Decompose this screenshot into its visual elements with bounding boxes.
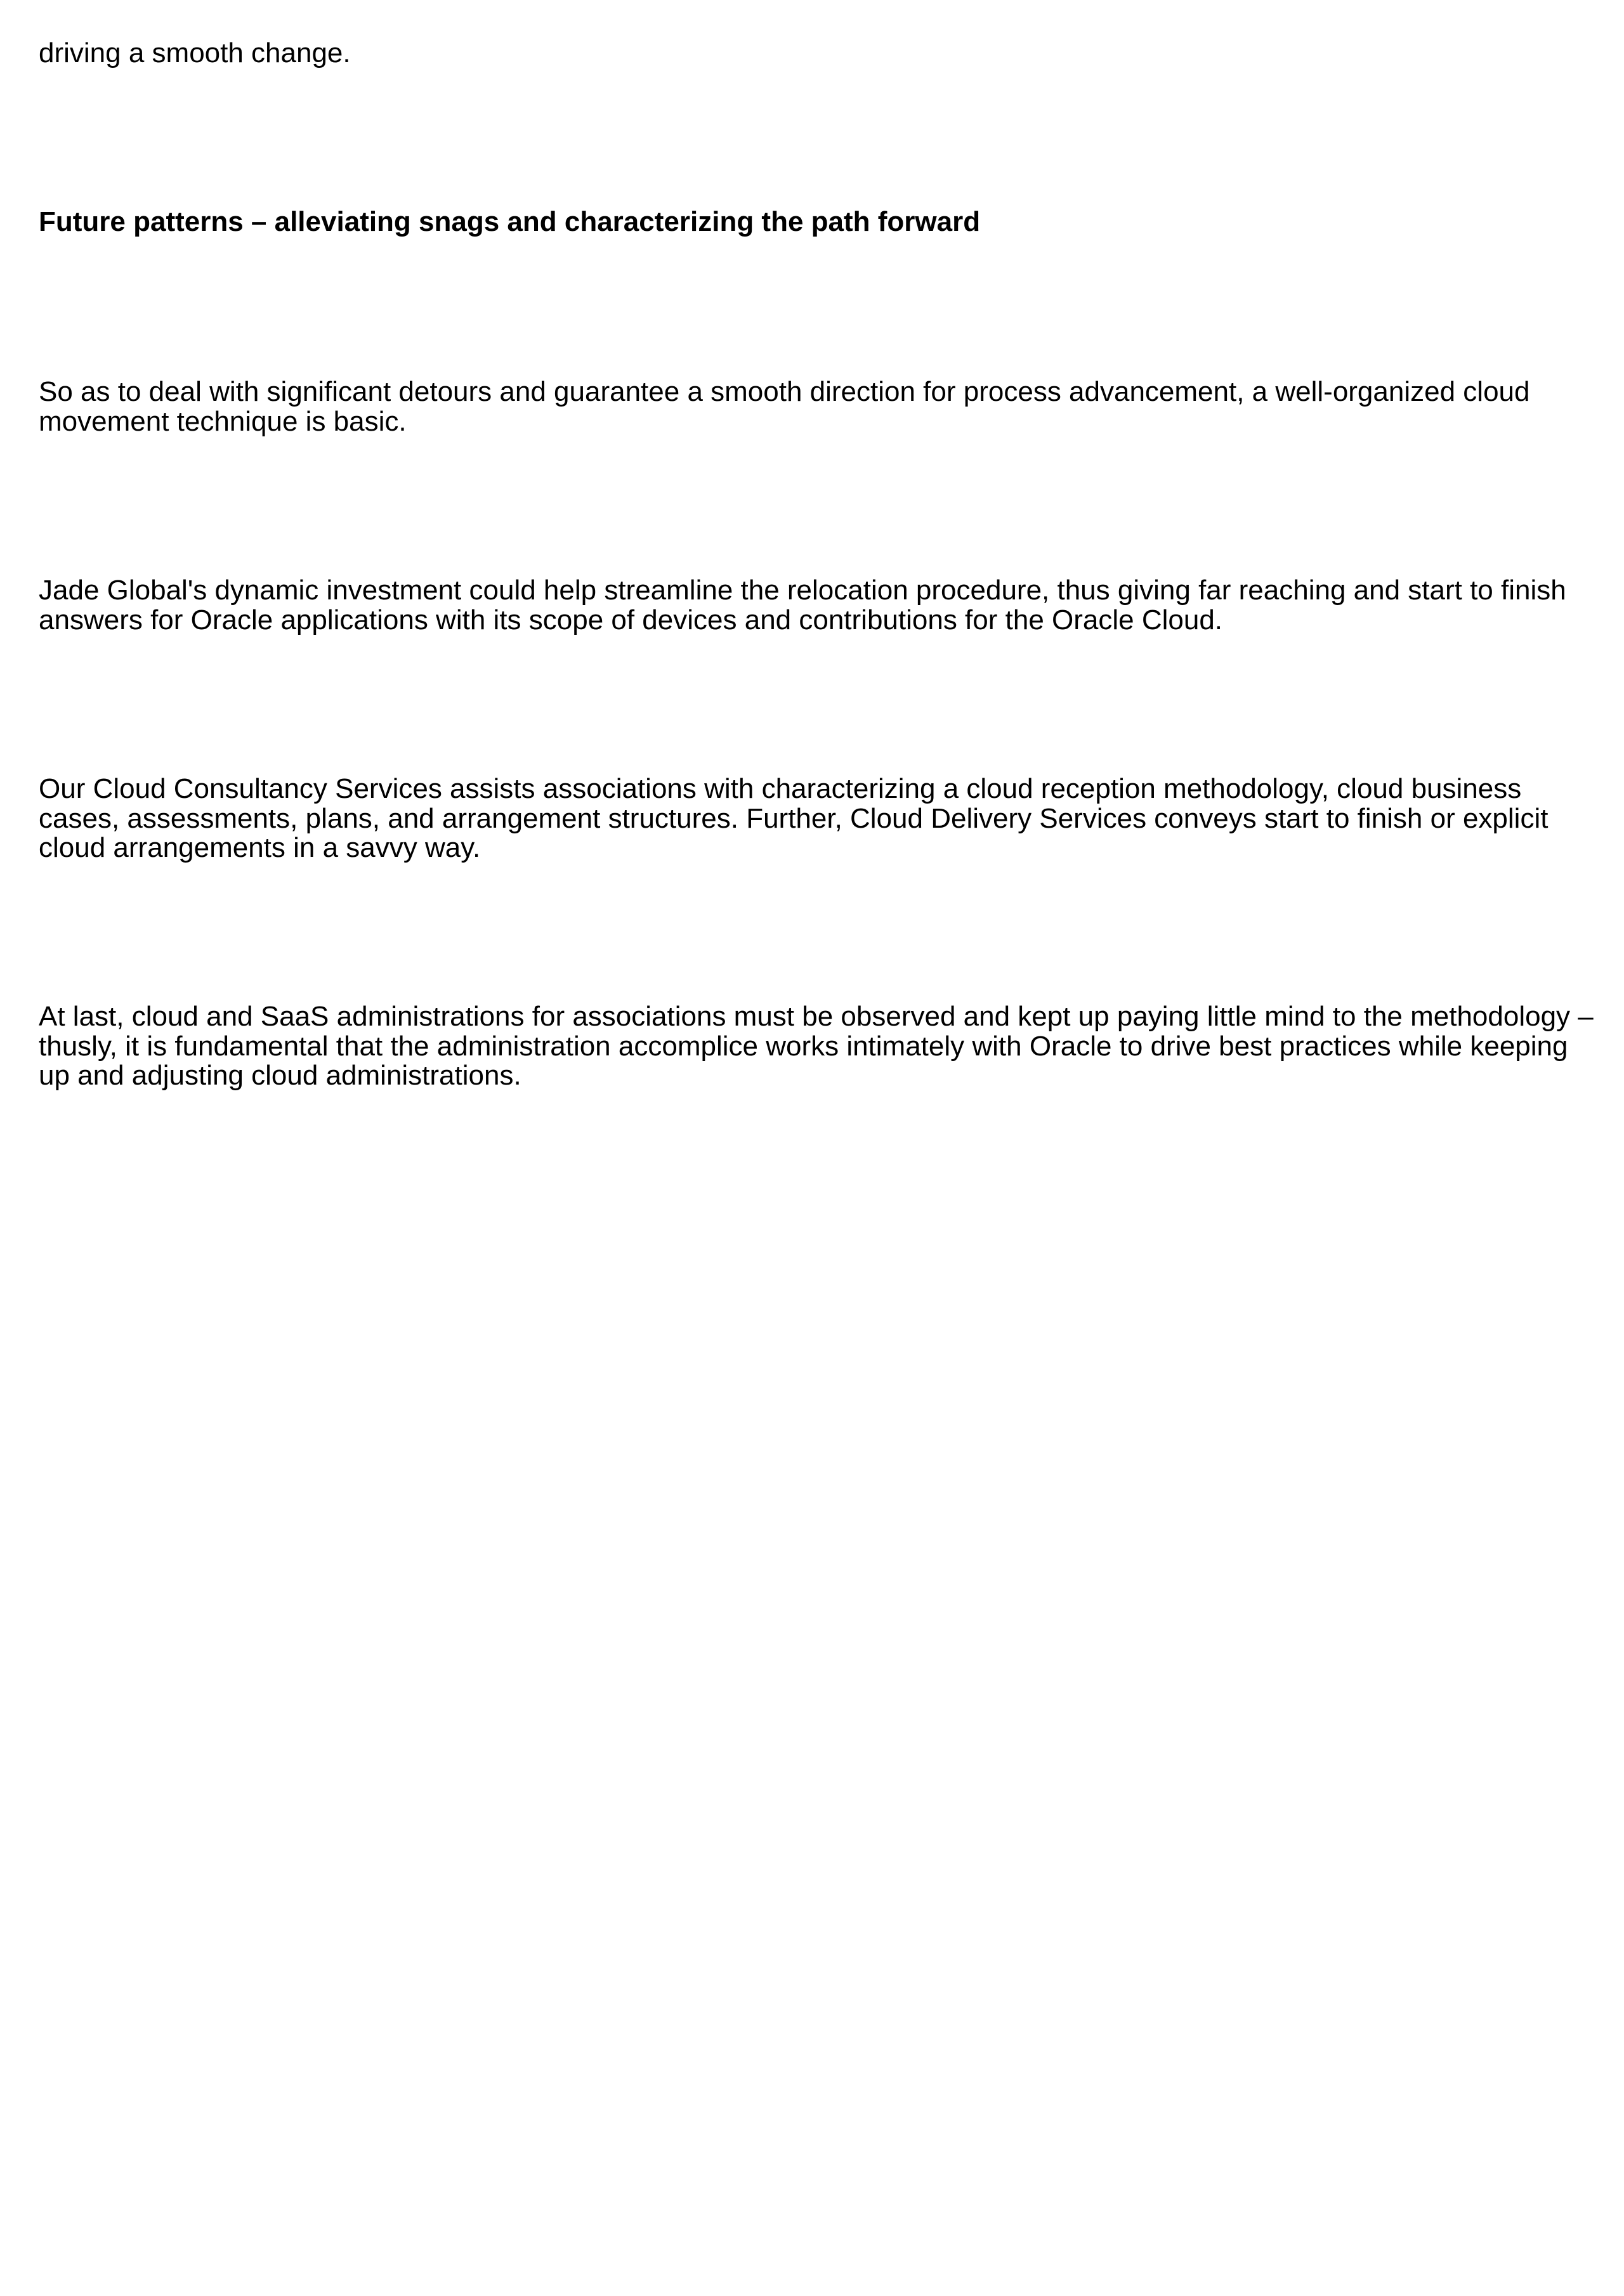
continuation-paragraph: driving a smooth change. bbox=[39, 37, 351, 68]
consultancy-services-paragraph: Our Cloud Consultancy Services assists associations with characterizing a cloud reception methodology, cloud business cases, assessments, plans, and arrangement structures. Further, Cloud Delivery Services conveys start to finish or explicit cloud arrangements in a savvy way. bbox=[39, 773, 1549, 863]
migration-strategy-paragraph: So as to deal with significant detours and guarantee a smooth direction for process advancement, a well-organized cloud movement technique is basic. bbox=[39, 376, 1530, 437]
jade-global-paragraph: Jade Global's dynamic investment could help streamline the relocation procedure, thus giving far reaching and start to finish answers for Oracle applications with its scope of devices and contributions for the Oracle Cloud. bbox=[39, 575, 1566, 636]
section-heading: Future patterns – alleviating snags and characterizing the path forward bbox=[39, 206, 981, 237]
conclusion-paragraph: At last, cloud and SaaS administrations for associations must be observed and kept up paying little mind to the methodology – thusly, it is fundamental that the administration accomplice works intimately with Oracle to drive best practices while keeping up and adjusting cloud administrations. bbox=[39, 1001, 1594, 1091]
